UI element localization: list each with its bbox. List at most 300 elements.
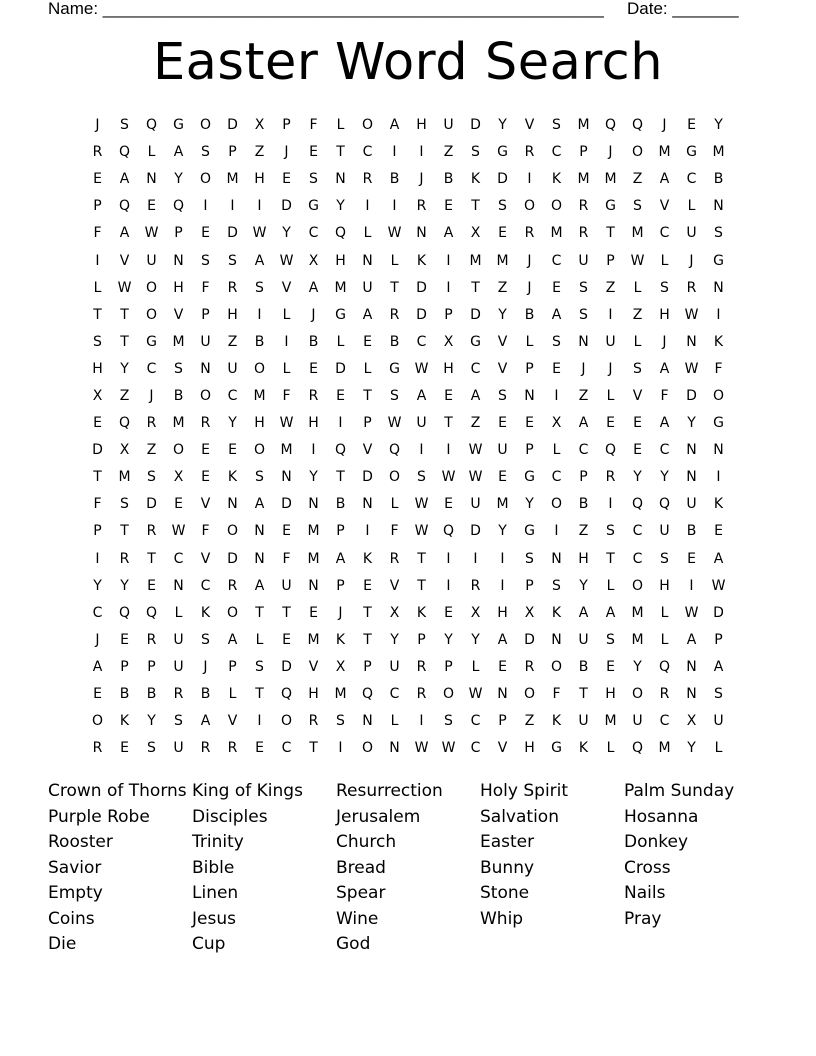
grid-letter: K: [200, 604, 211, 621]
grid-letter: N: [362, 713, 373, 730]
grid-letter: U: [362, 279, 373, 296]
grid-letter: S: [714, 225, 723, 242]
grid-letter: W: [414, 523, 429, 540]
grid-letter: V: [497, 360, 508, 377]
grid-letter: M: [550, 225, 563, 242]
grid-letter: W: [252, 225, 267, 242]
grid-letter: G: [389, 360, 400, 377]
grid-letter: I: [527, 171, 532, 188]
grid-letter: D: [227, 117, 238, 134]
grid-row: [84, 139, 732, 166]
grid-letter: A: [308, 279, 319, 296]
grid-letter: W: [171, 523, 186, 540]
word-list-item: Hosanna: [624, 806, 699, 827]
grid-letter: L: [552, 442, 561, 459]
grid-letter: J: [203, 658, 208, 675]
grid-letter: U: [686, 496, 697, 513]
grid-letter: R: [92, 144, 103, 161]
grid-letter: Q: [658, 496, 671, 513]
grid-letter: T: [120, 333, 129, 350]
grid-letter: O: [91, 713, 104, 730]
grid-letter: X: [470, 604, 481, 621]
grid-letter: U: [227, 360, 238, 377]
grid-letter: H: [227, 306, 238, 323]
grid-letter: A: [254, 496, 265, 513]
grid-letter: Y: [687, 415, 696, 432]
grid-letter: Z: [632, 306, 643, 323]
grid-letter: L: [93, 279, 102, 296]
grid-letter: C: [308, 225, 319, 242]
grid-letter: K: [551, 604, 562, 621]
grid-letter: A: [254, 252, 265, 269]
grid-letter: I: [230, 198, 235, 215]
word-list-item: Donkey: [624, 832, 689, 852]
grid-letter: P: [606, 252, 615, 269]
grid-letter: N: [686, 686, 697, 703]
grid-letter: S: [552, 333, 561, 350]
grid-letter: N: [713, 279, 724, 296]
grid-letter: S: [444, 713, 453, 730]
grid-letter: E: [498, 415, 507, 432]
grid-letter: T: [93, 469, 102, 486]
grid-letter: E: [336, 387, 345, 404]
grid-letter: T: [120, 523, 129, 540]
grid-letter: N: [713, 442, 724, 459]
grid-letter: N: [686, 442, 697, 459]
grid-row: [84, 735, 732, 762]
grid-letter: E: [606, 415, 615, 432]
grid-letter: M: [712, 144, 725, 161]
grid-letter: O: [172, 442, 185, 459]
grid-letter: N: [578, 333, 589, 350]
grid-letter: I: [95, 550, 100, 567]
grid-row: [84, 220, 732, 247]
grid-letter: M: [172, 415, 185, 432]
grid-letter: O: [145, 306, 158, 323]
grid-letter: N: [308, 577, 319, 594]
grid-letter: H: [497, 604, 508, 621]
grid-letter: V: [308, 658, 319, 675]
grid-letter: R: [173, 686, 184, 703]
grid-letter: H: [254, 415, 265, 432]
grid-letter: W: [441, 469, 456, 486]
grid-letter: M: [307, 631, 320, 648]
grid-letter: N: [254, 523, 265, 540]
grid-letter: N: [281, 469, 292, 486]
grid-letter: C: [659, 713, 670, 730]
grid-letter: Y: [93, 577, 102, 594]
grid-letter: E: [201, 225, 210, 242]
grid-letter: U: [713, 713, 724, 730]
grid-letter: B: [389, 171, 400, 188]
grid-letter: V: [389, 577, 400, 594]
grid-letter: A: [362, 306, 373, 323]
grid-letter: X: [308, 252, 319, 269]
grid-letter: O: [226, 604, 239, 621]
grid-letter: N: [713, 198, 724, 215]
grid-letter: Y: [714, 117, 723, 134]
grid-letter: R: [146, 415, 157, 432]
grid-letter: H: [524, 740, 535, 757]
grid-row: [84, 464, 732, 491]
grid-letter: R: [308, 713, 319, 730]
grid-letter: S: [228, 252, 237, 269]
grid-letter: N: [227, 496, 238, 513]
grid-letter: H: [605, 686, 616, 703]
grid-letter: V: [200, 496, 211, 513]
grid-row: [84, 410, 732, 437]
grid-letter: K: [119, 713, 130, 730]
grid-letter: T: [363, 387, 372, 404]
grid-letter: I: [446, 279, 451, 296]
grid-letter: B: [173, 387, 184, 404]
grid-letter: M: [604, 713, 617, 730]
grid-letter: Q: [172, 198, 185, 215]
grid-letter: S: [255, 469, 264, 486]
grid-letter: Q: [658, 658, 671, 675]
grid-letter: L: [390, 713, 399, 730]
grid-letter: T: [444, 415, 453, 432]
grid-letter: D: [416, 306, 427, 323]
grid-letter: X: [92, 387, 103, 404]
grid-letter: S: [471, 144, 480, 161]
grid-letter: W: [468, 442, 483, 459]
grid-letter: E: [687, 550, 696, 567]
grid-letter: O: [361, 117, 374, 134]
grid-letter: M: [172, 333, 185, 350]
grid-letter: E: [201, 469, 210, 486]
grid-letter: B: [713, 171, 724, 188]
grid-letter: E: [498, 658, 507, 675]
grid-letter: T: [255, 686, 264, 703]
grid-letter: P: [525, 577, 534, 594]
grid-letter: E: [552, 360, 561, 377]
grid-letter: K: [713, 496, 724, 513]
grid-letter: H: [659, 306, 670, 323]
word-list-item: Coins: [48, 908, 95, 929]
word-list-item: Jerusalem: [336, 806, 421, 827]
grid-letter: V: [632, 387, 643, 404]
grid-letter: W: [279, 252, 294, 269]
grid-letter: J: [527, 279, 532, 296]
grid-letter: Y: [309, 469, 318, 486]
grid-letter: Q: [145, 604, 158, 621]
grid-letter: C: [632, 523, 643, 540]
grid-letter: M: [280, 442, 293, 459]
grid-letter: I: [311, 442, 316, 459]
word-list-item: Bunny: [480, 857, 535, 878]
grid-letter: Q: [118, 144, 131, 161]
grid-letter: Y: [390, 631, 399, 648]
grid-letter: X: [254, 117, 265, 134]
grid-letter: Z: [470, 415, 481, 432]
grid-letter: L: [633, 279, 642, 296]
grid-letter: E: [282, 171, 291, 188]
grid-letter: N: [389, 740, 400, 757]
grid-letter: U: [443, 117, 454, 134]
grid-letter: Z: [497, 279, 508, 296]
grid-letter: H: [308, 686, 319, 703]
grid-letter: L: [363, 360, 372, 377]
grid-letter: K: [578, 740, 589, 757]
word-list-item: Church: [336, 832, 397, 852]
grid-letter: Y: [633, 469, 642, 486]
grid-letter: A: [92, 658, 103, 675]
grid-letter: W: [414, 360, 429, 377]
grid-letter: S: [498, 387, 507, 404]
grid-letter: V: [362, 442, 373, 459]
grid-letter: O: [199, 171, 212, 188]
grid-letter: F: [390, 523, 399, 540]
grid-letter: S: [579, 306, 588, 323]
grid-letter: C: [686, 171, 697, 188]
word-list-item: Disciples: [192, 806, 268, 827]
word-list-item: Linen: [192, 883, 239, 903]
word-list-item: Purple Robe: [48, 806, 150, 827]
word-list-item: Whip: [480, 908, 524, 929]
grid-letter: Q: [118, 604, 131, 621]
grid-letter: G: [686, 144, 697, 161]
word-list-item: God: [336, 934, 371, 954]
grid-letter: O: [523, 686, 536, 703]
grid-letter: M: [577, 171, 590, 188]
grid-letter: B: [524, 306, 535, 323]
grid-letter: A: [173, 144, 184, 161]
grid-letter: O: [523, 198, 536, 215]
grid-letter: I: [554, 387, 559, 404]
grid-letter: L: [471, 658, 480, 675]
grid-letter: K: [551, 713, 562, 730]
grid-letter: L: [660, 631, 669, 648]
grid-letter: A: [254, 577, 265, 594]
grid-letter: R: [119, 550, 130, 567]
grid-letter: X: [119, 442, 130, 459]
grid-letter: E: [498, 469, 507, 486]
grid-letter: I: [392, 144, 397, 161]
grid-letter: A: [200, 713, 211, 730]
grid-letter: I: [689, 577, 694, 594]
word-list-item: Nails: [624, 883, 666, 903]
grid-letter: C: [632, 550, 643, 567]
grid-letter: B: [578, 658, 589, 675]
grid-letter: J: [338, 604, 343, 621]
grid-letter: G: [470, 333, 481, 350]
grid-letter: E: [93, 171, 102, 188]
grid-letter: U: [470, 496, 481, 513]
grid-letter: W: [144, 225, 159, 242]
grid-letter: L: [687, 198, 696, 215]
grid-letter: E: [147, 577, 156, 594]
word-list: [48, 779, 778, 958]
grid-letter: R: [578, 198, 589, 215]
grid-letter: F: [93, 225, 102, 242]
grid-row: [84, 383, 732, 410]
grid-letter: C: [470, 360, 481, 377]
grid-letter: E: [120, 740, 129, 757]
grid-letter: C: [659, 225, 670, 242]
grid-letter: M: [226, 171, 239, 188]
grid-letter: L: [390, 252, 399, 269]
grid-letter: T: [390, 279, 399, 296]
grid-letter: L: [660, 252, 669, 269]
grid-letter: L: [714, 740, 723, 757]
grid-letter: O: [631, 144, 644, 161]
grid-letter: O: [550, 658, 563, 675]
word-list-item: King of Kings: [192, 781, 303, 801]
grid-letter: N: [254, 550, 265, 567]
grid-letter: E: [444, 496, 453, 513]
grid-letter: T: [363, 604, 372, 621]
grid-letter: U: [632, 713, 643, 730]
grid-letter: F: [93, 496, 102, 513]
grid-row: [84, 681, 732, 708]
grid-letter: Y: [498, 117, 507, 134]
grid-letter: L: [606, 577, 615, 594]
grid-row: [84, 247, 732, 274]
grid-letter: J: [311, 306, 316, 323]
grid-letter: I: [257, 713, 262, 730]
grid-letter: R: [362, 171, 373, 188]
grid-letter: R: [92, 740, 103, 757]
grid-letter: A: [605, 604, 616, 621]
grid-letter: S: [633, 198, 642, 215]
word-list-item: Cross: [624, 857, 671, 878]
grid-letter: P: [444, 658, 453, 675]
grid-letter: O: [388, 469, 401, 486]
grid-letter: Y: [471, 631, 480, 648]
grid-letter: P: [228, 144, 237, 161]
grid-letter: Q: [388, 442, 401, 459]
grid-letter: B: [578, 496, 589, 513]
grid-letter: M: [253, 387, 266, 404]
grid-letter: Y: [633, 658, 642, 675]
grid-letter: H: [659, 577, 670, 594]
grid-letter: L: [228, 686, 237, 703]
grid-letter: T: [147, 550, 156, 567]
grid-letter: N: [551, 550, 562, 567]
grid-letter: R: [416, 198, 427, 215]
grid-letter: E: [363, 577, 372, 594]
grid-letter: N: [173, 577, 184, 594]
grid-letter: E: [714, 523, 723, 540]
grid-letter: F: [660, 387, 669, 404]
grid-letter: T: [336, 469, 345, 486]
grid-letter: C: [200, 577, 211, 594]
grid-letter: B: [146, 686, 157, 703]
grid-letter: B: [389, 333, 400, 350]
grid-letter: I: [338, 415, 343, 432]
grid-letter: D: [146, 496, 157, 513]
word-list-item: Rooster: [48, 832, 113, 852]
grid-letter: O: [550, 198, 563, 215]
grid-letter: P: [363, 658, 372, 675]
grid-letter: L: [255, 631, 264, 648]
grid-letter: V: [497, 740, 508, 757]
grid-letter: R: [605, 469, 616, 486]
grid-letter: I: [392, 198, 397, 215]
grid-letter: Y: [444, 631, 453, 648]
grid-letter: X: [443, 333, 454, 350]
grid-letter: B: [254, 333, 265, 350]
grid-letter: E: [633, 442, 642, 459]
word-list-item: Die: [48, 934, 77, 954]
grid-letter: T: [282, 604, 291, 621]
grid-letter: C: [416, 333, 427, 350]
grid-letter: W: [414, 740, 429, 757]
grid-letter: V: [119, 252, 130, 269]
grid-letter: O: [253, 442, 266, 459]
grid-letter: P: [498, 713, 507, 730]
grid-letter: H: [92, 360, 103, 377]
grid-letter: J: [662, 333, 667, 350]
grid-letter: T: [579, 686, 588, 703]
date-field-label: Date: _______: [627, 0, 739, 18]
word-list-item: Spear: [336, 883, 386, 903]
grid-letter: M: [334, 279, 347, 296]
word-list-item: Wine: [336, 908, 379, 929]
grid-letter: J: [419, 171, 424, 188]
word-list-item: Crown of Thorns: [48, 781, 187, 801]
grid-letter: W: [468, 469, 483, 486]
grid-letter: Y: [687, 740, 696, 757]
grid-letter: A: [578, 604, 589, 621]
grid-letter: F: [201, 523, 210, 540]
page-title: Easter Word Search: [152, 33, 664, 92]
grid-letter: R: [308, 387, 319, 404]
grid-letter: K: [551, 171, 562, 188]
grid-letter: R: [227, 279, 238, 296]
grid-letter: S: [498, 198, 507, 215]
grid-letter: R: [389, 550, 400, 567]
grid-row: [84, 356, 732, 383]
grid-letter: J: [95, 117, 100, 134]
grid-letter: P: [201, 306, 210, 323]
grid-letter: N: [497, 686, 508, 703]
grid-letter: Y: [525, 496, 534, 513]
grid-letter: T: [417, 550, 426, 567]
grid-letter: G: [335, 306, 346, 323]
grid-letter: T: [471, 279, 480, 296]
grid-letter: I: [716, 469, 721, 486]
grid-letter: R: [389, 306, 400, 323]
grid-letter: A: [659, 360, 670, 377]
grid-letter: S: [660, 279, 669, 296]
grid-letter: W: [711, 577, 726, 594]
grid-letter: N: [335, 171, 346, 188]
grid-letter: A: [389, 117, 400, 134]
grid-letter: N: [686, 658, 697, 675]
grid-row: [84, 627, 732, 654]
grid-letter: A: [686, 631, 697, 648]
grid-letter: O: [712, 387, 725, 404]
grid-letter: G: [524, 469, 535, 486]
grid-letter: D: [524, 631, 535, 648]
grid-letter: A: [659, 171, 670, 188]
grid-letter: M: [307, 550, 320, 567]
grid-letter: C: [578, 442, 589, 459]
grid-letter: Q: [604, 117, 617, 134]
word-list-item: Bible: [192, 857, 235, 878]
grid-letter: N: [308, 496, 319, 513]
grid-letter: U: [281, 577, 292, 594]
grid-letter: U: [146, 252, 157, 269]
word-list-item: Easter: [480, 832, 535, 852]
grid-letter: L: [282, 360, 291, 377]
grid-letter: Y: [282, 225, 291, 242]
grid-letter: O: [631, 577, 644, 594]
grid-letter: I: [419, 713, 424, 730]
grid-letter: E: [228, 442, 237, 459]
